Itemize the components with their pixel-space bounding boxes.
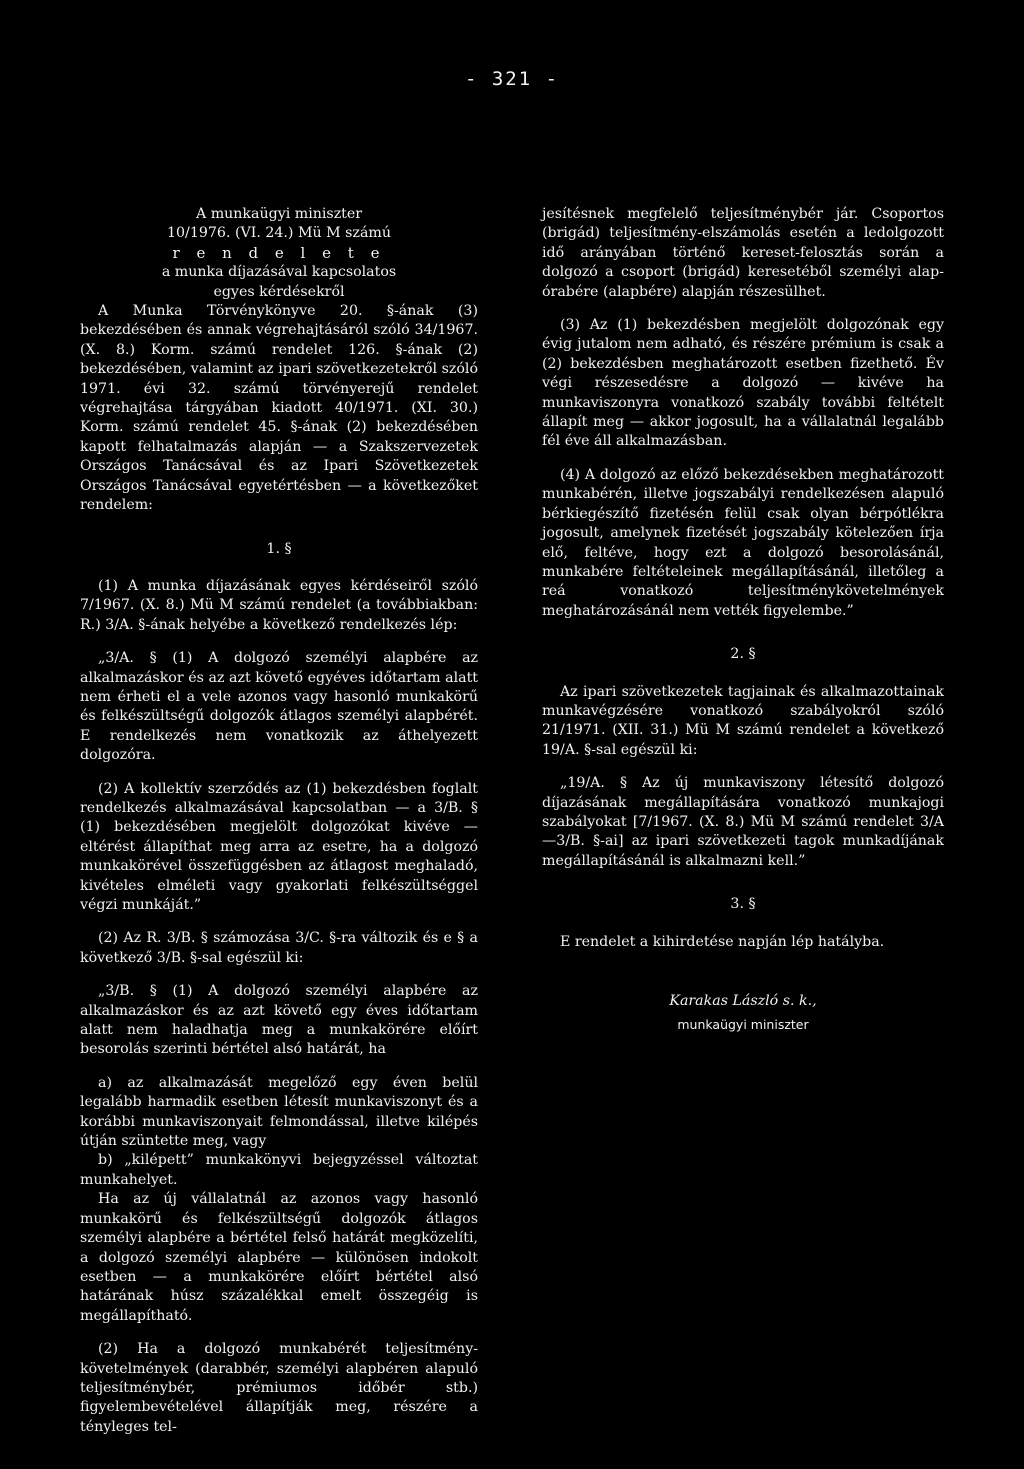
paragraph: b) „kilépett” munkakönyvi bejegyzéssel változtat munkahelyet. (80, 1152, 478, 1188)
paragraph: (1) A munka díjazásának egyes kérdéseiről szóló 7/1967. (X. 8.) Mü M számú rendelet (a továbbiakban: R.) 3/A. §-ának helyébe a következő rendelkezés lép: (80, 577, 478, 633)
decree-subject-line-2: egyes kérdésekről (213, 283, 345, 300)
decree-subject-line-1: a munka díjazásával kapcsolatos (161, 264, 397, 281)
signature (542, 992, 944, 1035)
decree-title: r e n d e l e t e (172, 243, 386, 262)
section-3-heading: 3. § (730, 896, 756, 913)
paragraph: E rendelet a kihirdetése napján lép hatályba. (560, 933, 885, 950)
left-column (80, 205, 478, 1437)
decree-issuer: A munkaügyi miniszter (195, 206, 363, 222)
paragraph: „19/A. § Az új munkaviszony létesítő dolgozó díjazásának megállapítására vonatkozó munkajogi szabályokat [7/1967. (X. 8.) Mü M számú rendelet 3/A—3/B. §-ai] az ipari szövetkezeti tagok munkadíjának megállapításánál is alkalmazni kell.” (542, 775, 944, 869)
signature-title: munkaügyi miniszter (677, 1017, 809, 1033)
section-2-heading: 2. § (730, 646, 756, 663)
page-number: - 321 - (464, 68, 560, 90)
paragraph: Ha az új vállalatnál az azonos vagy hasonló munkakörű és felkészültségű dolgozók átlagos személyi alapbére a bértétel felső határát megközelíti, a dolgozó személyi alapbére — különösen indokolt esetben — a munkakörére előírt bértétel alsó határának húsz százalékkal emelt összegéig is megállapítható. (80, 1191, 478, 1324)
paragraph: „3/A. § (1) A dolgozó személyi alapbére az alkalmazáskor és az azt követő egyéves időtartam alatt nem érheti el a vele azonos vagy hasonló munkakörű és felkészültségű dolgozók átlagos személyi alapbérét. E rendelkezés nem vonatkozik az áthelyezett dolgozóra. (80, 650, 478, 764)
decree-heading (80, 205, 478, 302)
decree-number: 10/1976. (VI. 24.) Mü M számú (167, 225, 391, 242)
paragraph: (2) Ha a dolgozó munkabérét teljesítmény-követelmények (darabbér, személyi alapbéren alapuló teljesítménybér, prémiumos időbér stb.) figyelembevételével állapítják meg, részére a tényleges tel- (80, 1341, 478, 1435)
right-column (542, 205, 944, 1035)
paragraph: „3/B. § (1) A dolgozó személyi alapbére az alkalmazáskor és az azt követő egy éves időtartam alatt nem haladhatja meg a munkakörére előírt besorolás szerinti bértétel alsó határát, ha (80, 983, 478, 1058)
paragraph: jesítésnek megfelelő teljesítménybér jár. Csoportos (brigád) teljesítmény-elszámolás esetén a ledolgozott idő arányában történő kereset-felosztás során a dolgozó a csoport (brigád) keresetéből személyi alap-órabére (alapbére) alapján részesülhet. (542, 206, 944, 300)
paragraph: a) az alkalmazását megelőző egy éven belül legalább harmadik esetben létesít munkaviszonyt és a korábbi munkaviszonyait felmondással, illetve kilépés útján szüntette meg, vagy (80, 1074, 478, 1150)
paragraph: Az ipari szövetkezetek tagjainak és alkalmazottainak munkavégzésére vonatkozó szabályokról szóló 21/1971. (XII. 31.) Mü M számú rendelet a következő 19/A. §-sal egészül ki: (542, 683, 944, 758)
paragraph: (2) A kollektív szerződés az (1) bekezdésben foglalt rendelkezés alkalmazásával kapcsolatban — a 3/B. § (1) bekezdésében megjelölt dolgozókat kivéve — eltérést állapíthat meg arra az esetre, ha a dolgozó munkakörével összefüggésben az átlagost meghaladó, kivételes elméleti vagy gyakorlati felkészültséggel végzi munkáját.” (80, 780, 478, 913)
section-1-heading: 1. § (266, 540, 292, 557)
paragraph: (2) Az R. 3/B. § számozása 3/C. §-ra változik és e § a következő 3/B. §-sal egészül ki: (80, 930, 478, 966)
preamble: A Munka Törvénykönyve 20. §-ának (3) bekezdésében és annak végrehajtásáról szóló 34/1967. (X. 8.) Korm. számú rendelet 126. §-ának (2) bekezdésében, valamint az ipari szövetkezetekről szóló 1971. évi 32. számú törvényerejű rendelet végrehajtása tárgyában kiadott 40/1971. (XI. 30.) Korm. számú rendelet 45. §-ának (2) bekezdésében kapott felhatalmazás alapján — a Szakszervezetek Országos Tanácsával és az Ipari Szövetkezetek Országos Tanácsával egyetértésben — a következőket rendelem: (80, 303, 478, 514)
paragraph: (4) A dolgozó az előző bekezdésekben meghatározott munkabérén, illetve jogszabályi rendelkezésen alapuló bérkiegészítő fizetésén felül csak olyan bérpótlékra jogosult, amelynek fizetését jogszabály kötelezően írja elő, feltéve, hogy ezt a dolgozó besorolásánál, munkabére feltételeinek megállapításánál, illetőleg a reá vonatkozó teljesítménykövetelmények meghatározásánál nem vették figyelembe.” (542, 466, 944, 619)
signature-name: Karakas László s. k., (669, 993, 817, 1009)
paragraph: (3) Az (1) bekezdésben megjelölt dolgozónak egy évig jutalom nem adható, és részére prémium is csak a (2) bekezdésben meghatározott esetben fizethető. Év végi részesedésre a dolgozó — kivéve ha munkaviszonyra vonatkozó szabály további feltételt állapít meg — akkor jogosult, ha a vállalatnál legalább fél éve áll alkalmazásban. (542, 317, 944, 450)
